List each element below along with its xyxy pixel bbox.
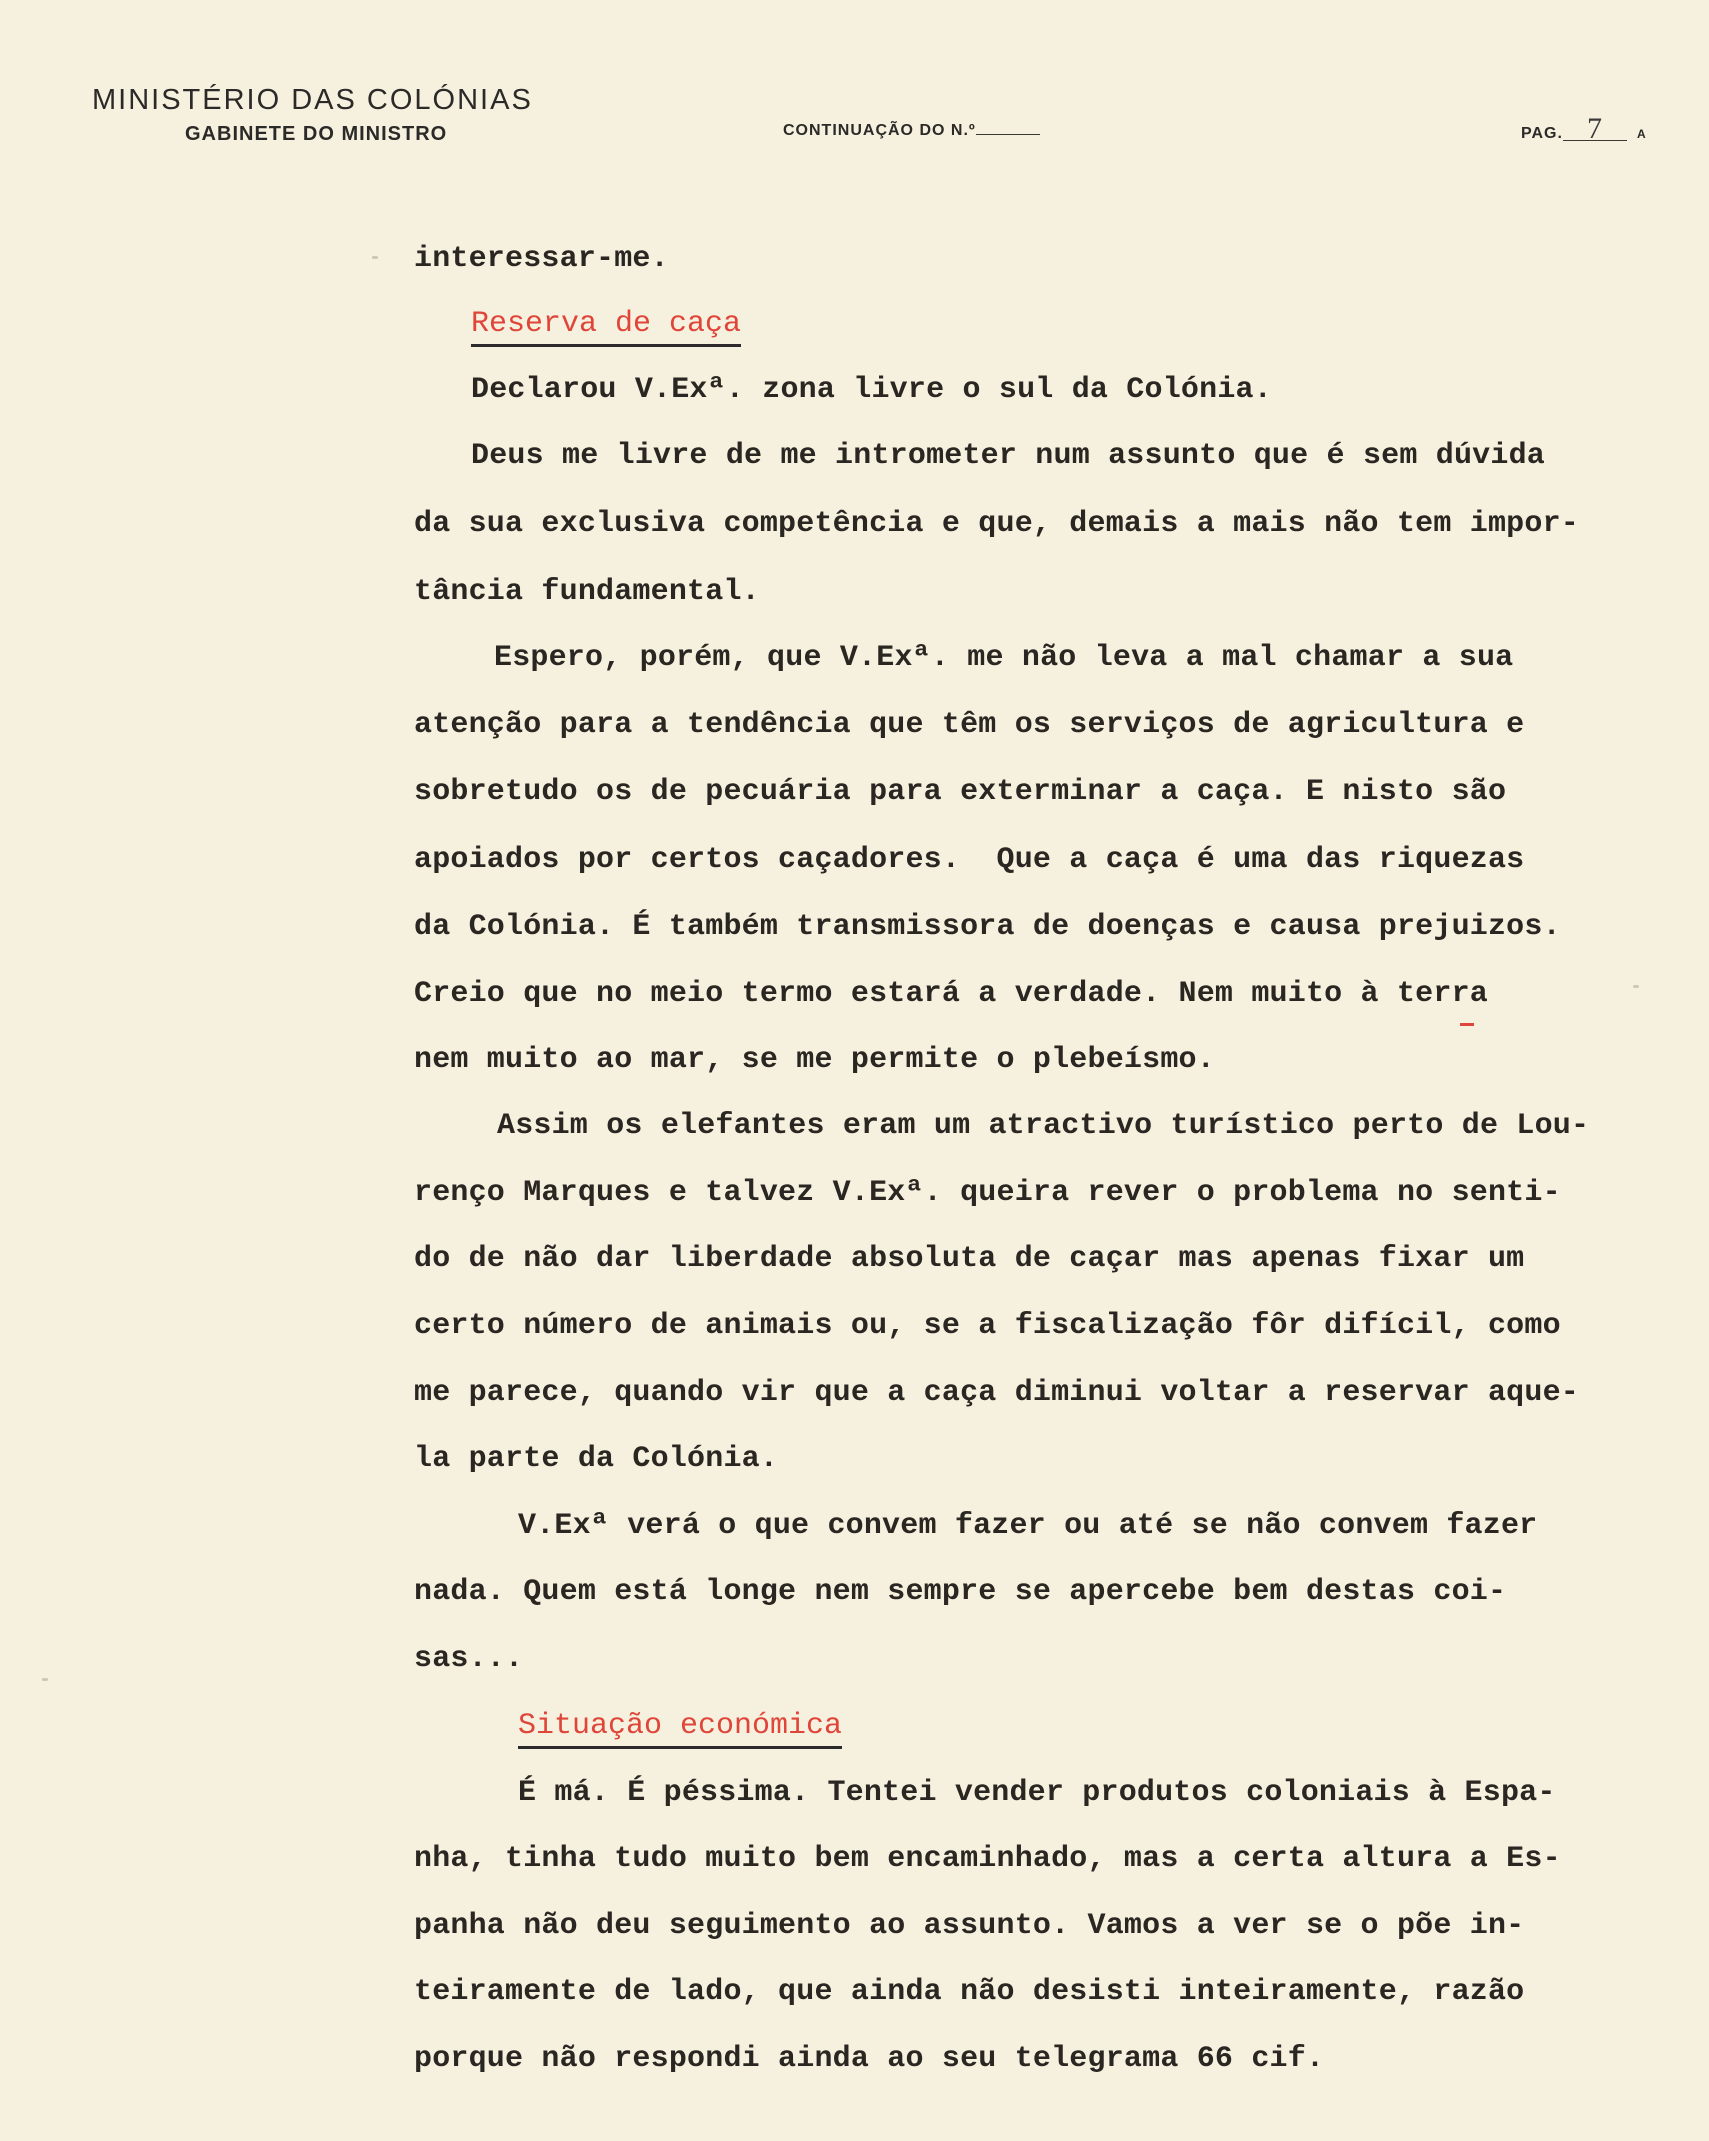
body-line: da Colónia. É também transmissora de doenças e causa prejuizos. [414,910,1561,944]
body-line: sas... [414,1642,524,1676]
body-line: porque não respondi ainda ao seu telegrama 66 cif. [414,2042,1325,2076]
section-heading-text: Reserva de caça [471,307,742,341]
body-line: nha, tinha tudo muito bem encaminhado, mas a certa altura a Es- [414,1842,1561,1876]
ministry-name: MINISTÉRIO DAS COLÓNIAS [92,84,533,116]
body-line: Declarou V.Exª. zona livre o sul da Colónia. [471,373,1272,407]
body-line: Creio que no meio termo estará a verdade. Nem muito à terra [414,977,1488,1011]
body-line: nada. Quem está longe nem sempre se apercebe bem destas coi- [414,1575,1507,1609]
body-line: teiramente de lado, que ainda não desisti inteiramente, razão [414,1975,1525,2009]
paper-speck [1633,985,1639,988]
body-line: atenção para a tendência que têm os serviços de agricultura e [414,708,1525,742]
body-line: me parece, quando vir que a caça diminui voltar a reservar aque- [414,1376,1579,1410]
paper-speck [42,1678,48,1681]
page-number: 7 [1563,118,1627,141]
body-line: nem muito ao mar, se me permite o plebeísmo. [414,1043,1215,1077]
body-line: Espero, porém, que V.Exª. me não leva a mal chamar a sua [494,641,1514,675]
red-ink-mark [1460,1023,1474,1026]
body-line: da sua exclusiva competência e que, demais a mais não tem impor- [414,507,1579,541]
continuation-label: CONTINUAÇÃO DO N.º [783,122,976,139]
cabinet-name: GABINETE DO MINISTRO [185,123,448,145]
heading-underline [518,1746,842,1749]
body-line: tância fundamental. [414,575,760,609]
page-number-field [1521,112,1647,145]
body-line: apoiados por certos caçadores. Que a caça é uma das riquezas [414,843,1525,877]
body-line: certo número de animais ou, se a fiscalização fôr difícil, como [414,1309,1561,1343]
body-line: sobretudo os de pecuária para exterminar a caça. E nisto são [414,775,1507,809]
continuation-field [783,120,1040,140]
section-heading-reserva [471,307,741,341]
heading-underline [471,344,741,347]
paper-speck [372,256,378,259]
body-line: É má. É péssima. Tentei vender produtos coloniais à Espa- [518,1776,1556,1810]
body-line: interessar-me. [414,242,669,276]
body-line: renço Marques e talvez V.Exª. queira rever o problema no senti- [414,1176,1561,1210]
body-line: la parte da Colónia. [414,1442,779,1476]
section-heading-text: Situação económica [518,1709,843,1743]
page-label: PAG. [1521,125,1563,142]
letterhead [92,84,533,146]
body-line: do de não dar liberdade absoluta de caçar mas apenas fixar um [414,1242,1525,1276]
section-heading-situacao [518,1709,842,1743]
body-line: panha não deu seguimento ao assunto. Vamos a ver se o põe in- [414,1909,1525,1943]
continuation-blank [976,120,1040,135]
page-suffix: A [1636,127,1647,141]
body-line: Deus me livre de me intrometer num assunto que é sem dúvida [471,439,1545,473]
body-line: Assim os elefantes eram um atractivo turístico perto de Lou- [497,1109,1590,1143]
body-line: V.Exª verá o que convem fazer ou até se não convem fazer [518,1509,1538,1543]
